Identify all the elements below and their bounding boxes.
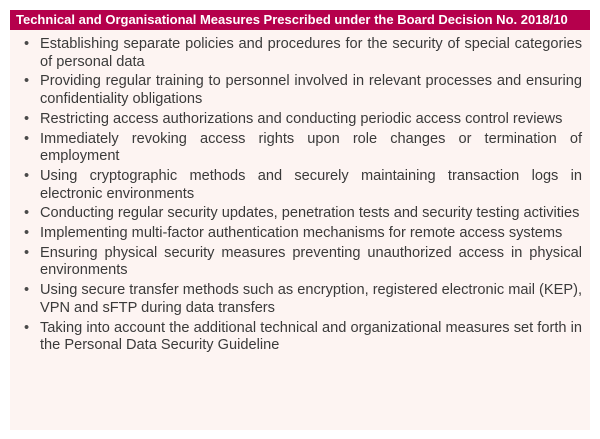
list-item (18, 131, 582, 166)
bullet-icon: • (24, 205, 30, 222)
bullet-icon: • (24, 282, 30, 299)
list-item-text: Implementing multi-factor authentication mechanisms for remote access systems (40, 225, 563, 242)
bullet-icon: • (24, 73, 30, 90)
list-item (18, 73, 582, 108)
list-item-text: Immediately revoking access rights upon role changes or termination of employment (40, 130, 582, 165)
bullet-icon: • (24, 167, 30, 184)
list-item-text: Using secure transfer methods such as encryption, registered electronic mail (KEP), VPN and sFTP during data transfers (40, 282, 582, 316)
list-item (18, 205, 582, 223)
list-item-text: Taking into account the additional technical and organizational measures set forth in the Personal Data Security Guideline (40, 319, 582, 354)
bullet-icon: • (24, 319, 30, 336)
bullet-icon: • (24, 244, 30, 261)
list-item-text: Ensuring physical security measures preventing unauthorized access in physical environments (40, 244, 582, 279)
list-item (18, 282, 582, 317)
bullet-icon: • (24, 130, 30, 147)
list-item (18, 168, 582, 203)
bullet-icon: • (24, 36, 30, 52)
list-item-text: Restricting access authorizations and conducting periodic access control reviews (40, 110, 563, 127)
measures-list (10, 30, 590, 355)
list-item-text: Providing regular training to personnel involved in relevant processes and ensuring confidentiality obligations (40, 73, 582, 107)
bullet-icon: • (24, 110, 30, 127)
measures-panel (10, 10, 590, 430)
list-item (18, 245, 582, 280)
list-item (18, 111, 582, 129)
list-item (18, 225, 582, 243)
list-item (18, 320, 582, 355)
bullet-icon: • (24, 225, 30, 242)
list-item-text: Establishing separate policies and procedures for the security of special categories of personal data (40, 36, 582, 70)
list-item-text: Conducting regular security updates, penetration tests and security testing activities (40, 205, 580, 222)
panel-title: Technical and Organisational Measures Prescribed under the Board Decision No. 2018/10 (10, 10, 590, 30)
list-item-text: Using cryptographic methods and securely maintaining transaction logs in electronic environments (40, 167, 582, 202)
list-item (18, 36, 582, 71)
